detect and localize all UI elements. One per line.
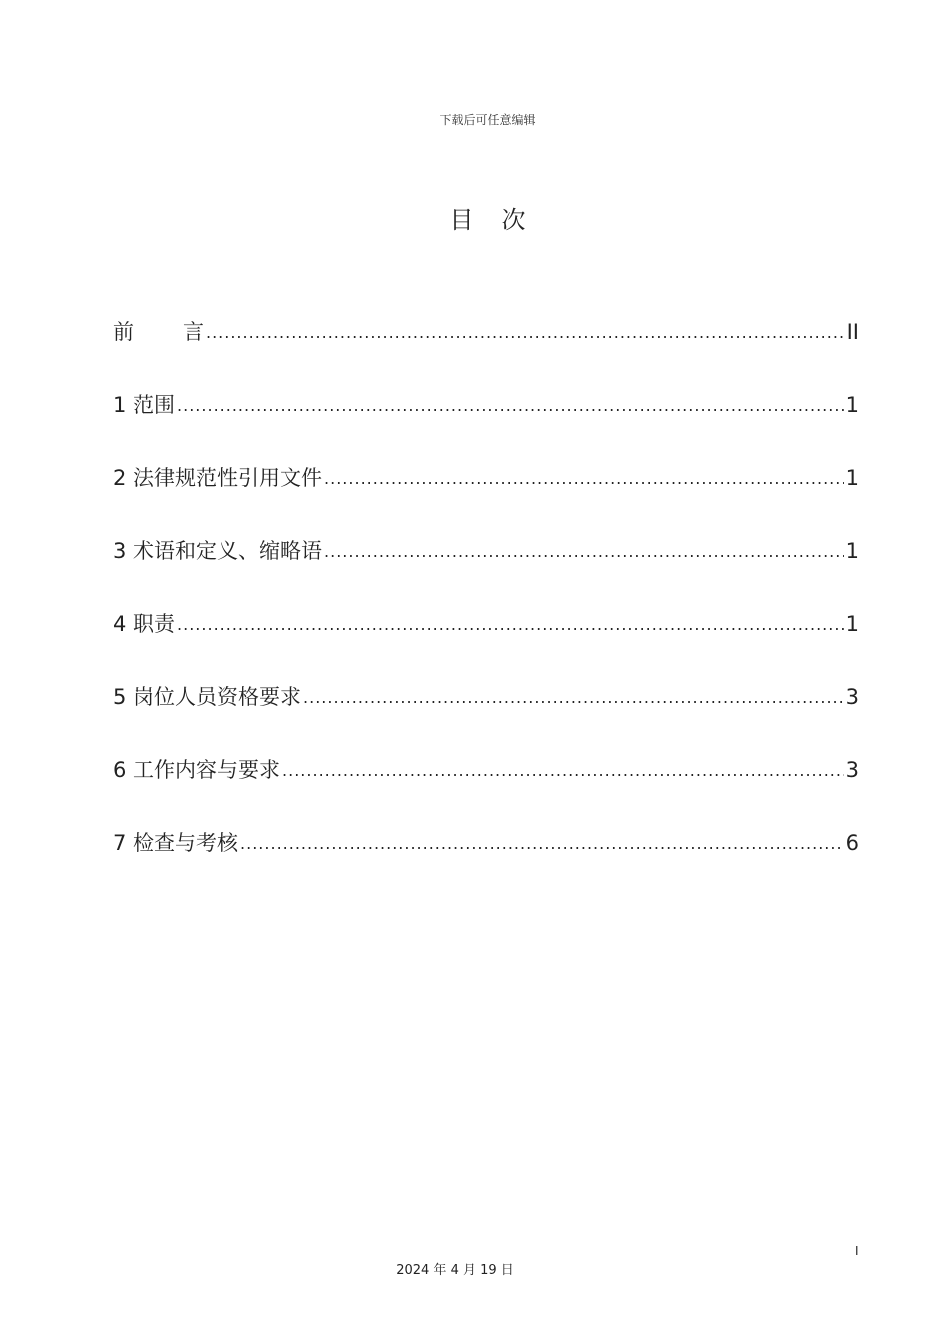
toc-entry-page: 1 (845, 393, 859, 417)
footer-date: 2024 年 4 月 19 日 (396, 1263, 514, 1278)
toc-entry-page: 1 (845, 612, 859, 636)
toc-entry-label: 2 法律规范性引用文件 (113, 466, 323, 490)
toc-entry-label: 7 检查与考核 (113, 831, 239, 855)
header-note: 下载后可任意编辑 (439, 113, 536, 127)
toc-leader-dots (240, 834, 844, 853)
page-number: I (855, 1244, 859, 1258)
toc-entry-label: 4 职责 (113, 612, 176, 636)
toc-leader-dots (282, 761, 844, 780)
toc-entry-scope[interactable] (113, 389, 859, 462)
toc-title (0, 200, 950, 235)
table-of-contents (113, 316, 859, 900)
toc-entry-label: 5 岗位人员资格要求 (113, 685, 302, 709)
toc-leader-dots (303, 688, 844, 707)
toc-entry-normative-references[interactable] (113, 462, 859, 535)
toc-entry-label: 6 工作内容与要求 (113, 758, 281, 782)
toc-leader-dots (324, 542, 844, 561)
toc-entry-label: 1 范围 (113, 393, 176, 417)
toc-leader-dots (206, 323, 845, 342)
toc-entry-page: 6 (845, 831, 859, 855)
toc-title-char-2: 次 (501, 206, 526, 234)
toc-entry-qualifications[interactable] (113, 681, 859, 754)
toc-entry-responsibilities[interactable] (113, 608, 859, 681)
toc-entry-foreword[interactable] (113, 316, 859, 389)
toc-entry-label: 3 术语和定义、缩略语 (113, 539, 323, 563)
toc-entry-inspection[interactable] (113, 827, 859, 900)
toc-leader-dots (177, 396, 844, 415)
toc-entry-page: 1 (845, 539, 859, 563)
toc-entry-label: 前 言 (113, 320, 204, 344)
toc-entry-page: II (846, 320, 859, 344)
toc-entry-page: 3 (845, 685, 859, 709)
toc-entry-page: 1 (845, 466, 859, 490)
toc-entry-work-content[interactable] (113, 754, 859, 827)
toc-entry-terms-definitions[interactable] (113, 535, 859, 608)
toc-leader-dots (324, 469, 844, 488)
toc-entry-page: 3 (845, 758, 859, 782)
toc-leader-dots (177, 615, 844, 634)
toc-title-char-1: 目 (449, 206, 474, 234)
